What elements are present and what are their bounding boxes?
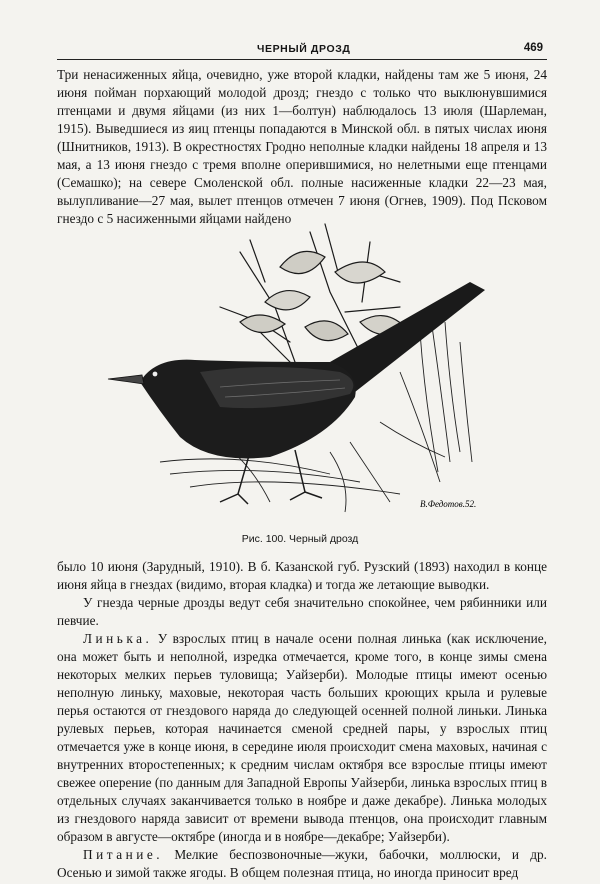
blackbird-illustration <box>100 212 492 530</box>
paragraph-continuation: было 10 июня (Зарудный, 1910). В б. Казанской губ. Рузский (1893) находил в конце июня яйца в гнездах (видимо, вторая кладка) и тогда же летающие выводки. <box>57 559 547 592</box>
page-number: 469 <box>523 42 543 54</box>
molt-heading: Линька. <box>83 631 153 646</box>
molt-body: У взрослых птиц в начале осени полная линька (как исключение, она может быть и неполной, изредка отмечается, кроме того, в конце зимы смена некоторых мелких перьев туловища; Уайзерби). Молодые птицы имеют осенью неполную линьку, маховые, некоторая часть больших кроющих крыла и рулевые перья остаются от гнездового наряда до следующей осенней полной линьки. Линька рулевых перьев, которая начинается сменой средней пары, у взрослых птиц отмечается уже в конце июня, в середине июля происходит смена маховых, начиная с внутренних второстепенных; к средним числам октября все взрослые птицы имеют свежее оперение (по данным для Западной Европы Уайзерби, линька взрослых птиц в отдельных случаях заканчивается только в ноябре и даже декабре). Линька молодых из гнездового наряда зависит от времени вывода птенцов, она происходит главным образом в августе—октябре (иногда и в ноябре—декабре; Уайзерби). <box>57 631 548 844</box>
artist-signature: В.Федотов.52. <box>420 499 477 509</box>
running-title: ЧЕРНЫЙ ДРОЗД <box>257 43 351 55</box>
diet-body: Мелкие беспозвоночные—жуки, бабочки, моллюски, и др. Осенью и зимой также ягоды. В общем полезная птица, но иногда приносит вред <box>57 847 548 880</box>
top-text-block <box>57 66 547 228</box>
figure-caption: Рис. 100. Черный дрозд <box>241 533 359 545</box>
running-header <box>57 39 547 59</box>
paragraph-nest-behavior: У гнезда черные дрозды ведут себя значительно спокойнее, чем рябинники или певчие. <box>57 595 547 628</box>
paragraph-diet <box>57 846 547 882</box>
bottom-text-block <box>57 558 547 882</box>
diet-heading: Питание. <box>83 847 164 862</box>
paragraph-molt <box>57 630 547 846</box>
header-rule <box>57 59 547 60</box>
top-paragraph: Три ненасиженных яйца, очевидно, уже второй кладки, найдены там же 5 июня, 24 июня пойман порхающий молодой дрозд; гнездо с только что выклюнувшимися птенцами и двумя яйцами (из них 1—болтун) наблюдалось 13 июля (Шарлеман, 1915). Выведшиеся из яиц птенцы попадаются в Минской обл. в пятых числах июня (Шнитников, 1913). В окрестностях Гродно неполные кладки найдены 18 апреля и 13 мая, а 13 июня гнездо с тремя вполне оперившимися, но нелетными еще птенцами (Семашко); на севере Смоленской обл. полные насиженные кладки 22—23 мая, вылупливание—27 мая, вылет птенцов отмечен 7 июня (Огнев, 1909). Под Псковом гнездо с 5 насиженными яйцами найдено <box>57 67 547 226</box>
